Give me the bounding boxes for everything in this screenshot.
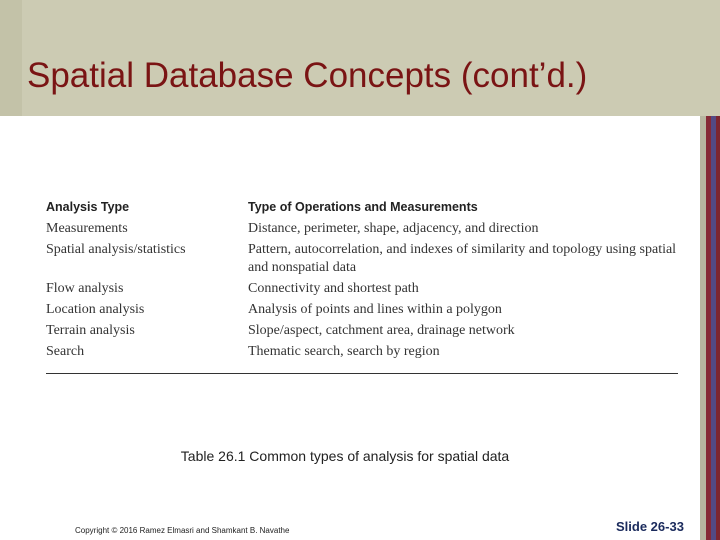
table-cell: Search <box>46 344 85 359</box>
table-row <box>46 343 678 364</box>
side-decorative-bars <box>700 116 720 540</box>
side-bar-darkred <box>716 116 720 540</box>
table-row <box>46 301 678 322</box>
column-header: Type of Operations and Measurements <box>248 200 478 214</box>
table-row <box>46 241 678 280</box>
table-cell: Distance, perimeter, shape, adjacency, and direction <box>248 221 539 236</box>
table-cell: Measurements <box>46 221 128 236</box>
header-accent-strip <box>0 0 22 116</box>
header-band <box>0 0 720 116</box>
table-cell: Location analysis <box>46 302 145 317</box>
table-row <box>46 322 678 343</box>
column-header: Analysis Type <box>46 200 130 214</box>
table-bottom-rule <box>46 373 678 374</box>
table-cell: Slope/aspect, catchment area, drainage network <box>248 323 515 338</box>
copyright-notice: Copyright © 2016 Ramez Elmasri and Shamkant B. Navathe <box>75 526 290 535</box>
table-caption: Table 26.1 Common types of analysis for spatial data <box>180 448 510 464</box>
table-cell: Pattern, autocorrelation, and indexes of similarity and topology using spatial and nonspatial data <box>248 242 677 275</box>
table-cell: Spatial analysis/statistics <box>46 242 186 257</box>
table-header-row <box>46 200 678 220</box>
table-row <box>46 220 678 241</box>
slide-number: Slide 26-33 <box>616 519 684 534</box>
table-cell: Flow analysis <box>46 281 124 296</box>
slide-title: Spatial Database Concepts (cont’d.) <box>27 56 588 95</box>
table-cell: Thematic search, search by region <box>248 344 440 359</box>
analysis-table <box>46 200 678 364</box>
table-cell: Analysis of points and lines within a polygon <box>248 302 502 317</box>
table-cell: Connectivity and shortest path <box>248 281 419 296</box>
table-cell: Terrain analysis <box>46 323 135 338</box>
table-row <box>46 280 678 301</box>
